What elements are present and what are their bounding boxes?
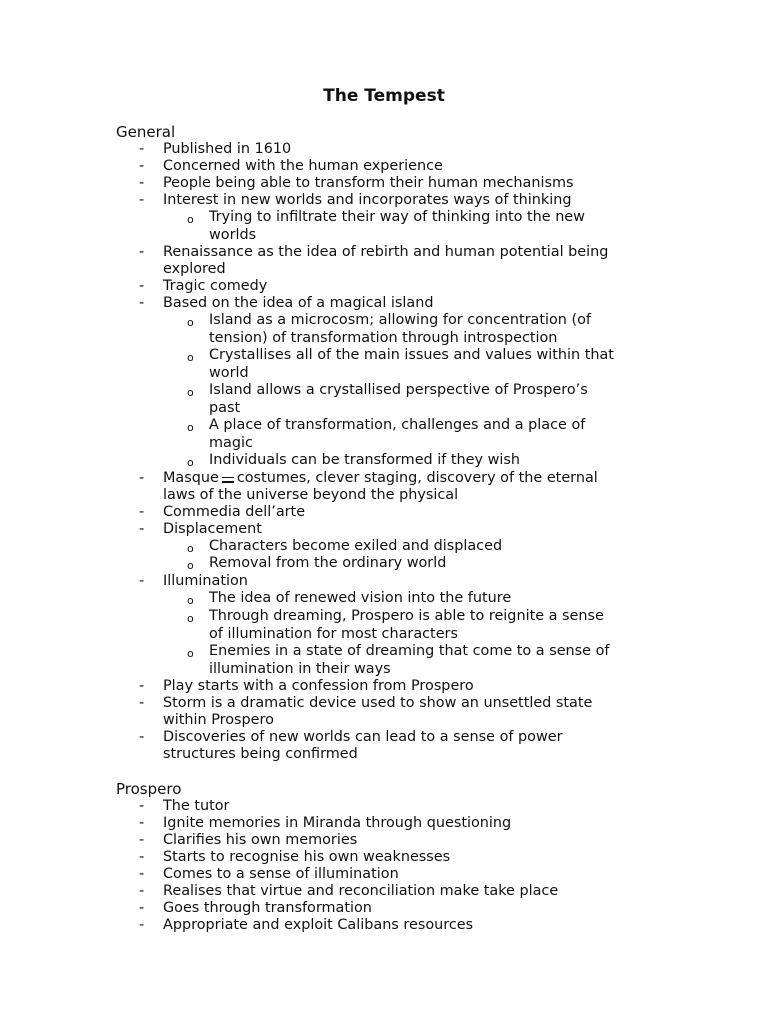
list-dash: - [139,900,145,916]
list-bullet: o [187,594,194,607]
list-item: Comes to a sense of illumination [163,866,399,882]
dash-symbol-icon [222,473,234,483]
list-dash: - [139,192,145,208]
list-dash: - [139,832,145,848]
list-item: Illumination [163,573,248,589]
list-dash: - [139,175,145,191]
sub-list-item: Island allows a crystallised perspective of Prospero’s [209,382,588,398]
list-item: Commedia dell’arte [163,504,306,520]
list-bullet: o [187,456,194,469]
list-item: laws of the universe beyond the physical [163,487,459,503]
list-dash: - [139,521,145,537]
list-item: Appropriate and exploit Calibans resources [163,917,474,933]
list-bullet: o [187,559,194,572]
sub-list-item: world [209,365,249,381]
list-item-text: costumes, clever staging, discovery of the eternal [236,470,598,486]
sub-list-item: of illumination for most characters [209,626,458,642]
list-item: Clarifies his own memories [163,832,358,848]
list-item-text: Masque [163,470,219,486]
sub-list-item: Removal from the ordinary world [209,555,447,571]
sub-list-item: Island as a microcosm; allowing for concentration (of [209,312,591,328]
list-dash: - [139,141,145,157]
list-dash: - [139,295,145,311]
sub-list-item: Enemies in a state of dreaming that come to a sense of [209,643,610,659]
list-item: People being able to transform their human mechanisms [163,175,574,191]
list-item: Play starts with a confession from Prospero [163,678,474,694]
list-item: Based on the idea of a magical island [163,295,434,311]
list-dash: - [139,917,145,933]
sub-list-item: past [209,400,241,416]
list-dash: - [139,158,145,174]
list-item: Published in 1610 [163,141,292,157]
sub-list-item: Through dreaming, Prospero is able to reignite a sense [209,608,604,624]
sub-list-item: Crystallises all of the main issues and values within that [209,347,614,363]
list-dash: - [139,883,145,899]
list-dash: - [139,849,145,865]
sub-list-item: Trying to infiltrate their way of thinking into the new [209,209,585,225]
list-bullet: o [187,542,194,555]
list-item: Renaissance as the idea of rebirth and human potential being [163,244,609,260]
list-item: Interest in new worlds and incorporates ways of thinking [163,192,572,208]
list-item: Displacement [163,521,262,537]
sub-list-item: tension) of transformation through introspection [209,330,558,346]
list-item: Realises that virtue and reconciliation make take place [163,883,559,899]
list-dash: - [139,866,145,882]
list-item: Starts to recognise his own weaknesses [163,849,451,865]
list-bullet: o [187,421,194,434]
list-bullet: o [187,351,194,364]
list-item: Ignite memories in Miranda through questioning [163,815,512,831]
sub-list-item: Characters become exiled and displaced [209,538,503,554]
page-title: The Tempest [323,86,445,106]
sub-list-item: magic [209,435,253,451]
list-dash: - [139,244,145,260]
list-item: within Prospero [163,712,274,728]
sub-list-item: Individuals can be transformed if they wish [209,452,520,468]
section-heading-general: General [116,123,176,141]
list-bullet: o [187,647,194,660]
list-bullet: o [187,316,194,329]
list-item [163,470,598,487]
list-item: Tragic comedy [163,278,268,294]
list-dash: - [139,815,145,831]
list-dash: - [139,278,145,294]
section-heading-prospero: Prospero [116,780,182,798]
list-item: Storm is a dramatic device used to show an unsettled state [163,695,593,711]
list-item: Goes through transformation [163,900,372,916]
list-bullet: o [187,612,194,625]
sub-list-item: illumination in their ways [209,661,391,677]
sub-list-item: A place of transformation, challenges and a place of [209,417,586,433]
list-bullet: o [187,213,194,226]
list-dash: - [139,573,145,589]
list-dash: - [139,695,145,711]
list-item: Discoveries of new worlds can lead to a sense of power [163,729,563,745]
list-dash: - [139,798,145,814]
list-dash: - [139,729,145,745]
sub-list-item: worlds [209,227,257,243]
list-bullet: o [187,386,194,399]
list-item: explored [163,261,226,277]
list-dash: - [139,470,145,486]
sub-list-item: The idea of renewed vision into the future [209,590,512,606]
list-item: Concerned with the human experience [163,158,443,174]
list-item: The tutor [163,798,230,814]
list-dash: - [139,678,145,694]
list-dash: - [139,504,145,520]
list-item: structures being confirmed [163,746,358,762]
